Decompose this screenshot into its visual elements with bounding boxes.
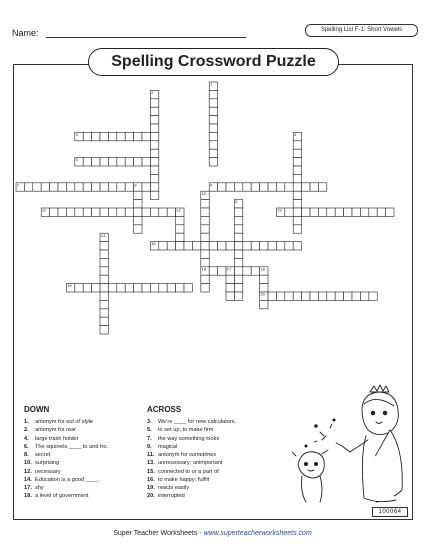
grid-cell[interactable]: [150, 158, 158, 166]
grid-cell[interactable]: [327, 292, 335, 300]
grid-cell[interactable]: [150, 183, 158, 191]
grid-cell[interactable]: [293, 216, 301, 224]
grid-number: 16: [201, 266, 207, 272]
grid-cell[interactable]: [176, 216, 184, 224]
grid-cell[interactable]: [318, 183, 326, 191]
grid-cell[interactable]: [201, 275, 209, 283]
grid-cell[interactable]: [176, 225, 184, 233]
grid-cell[interactable]: [360, 208, 368, 216]
grid-cell[interactable]: [260, 275, 268, 283]
grid-cell[interactable]: [108, 208, 116, 216]
grid-number: 10: [201, 190, 207, 196]
grid-cell[interactable]: [234, 242, 242, 250]
grid-number: 12: [176, 207, 181, 213]
grid-cell[interactable]: [201, 208, 209, 216]
across-clue: [147, 468, 236, 476]
grid-number: 4: [294, 132, 297, 137]
grid-cell[interactable]: [142, 132, 150, 140]
across-clue-list: [147, 418, 236, 501]
grid-cell[interactable]: [100, 300, 108, 308]
grid-number: 2: [151, 90, 154, 95]
grid-cell[interactable]: [293, 200, 301, 208]
grid-cell[interactable]: [234, 284, 242, 292]
grid-cell[interactable]: [234, 208, 242, 216]
grid-cell[interactable]: [369, 208, 377, 216]
grid-cell[interactable]: [150, 116, 158, 124]
grid-cell[interactable]: [108, 183, 116, 191]
grid-cell[interactable]: [209, 90, 217, 98]
grid-cell[interactable]: [75, 284, 83, 292]
grid-cell[interactable]: [293, 183, 301, 191]
down-clue: [24, 451, 108, 459]
grid-cell[interactable]: [100, 250, 108, 258]
grid-cell[interactable]: [100, 267, 108, 275]
clue-number: 14.: [24, 476, 32, 483]
grid-cell[interactable]: [176, 242, 184, 250]
grid-cell[interactable]: [150, 124, 158, 132]
grid-cell[interactable]: [234, 183, 242, 191]
page-title: Spelling Crossword Puzzle: [88, 48, 339, 76]
clue-number: 3.: [147, 419, 152, 425]
grid-cell[interactable]: [234, 267, 242, 275]
grid-cell[interactable]: [100, 258, 108, 266]
grid-cell[interactable]: [251, 183, 259, 191]
grid-cell[interactable]: [33, 183, 41, 191]
clue-number: 8.: [24, 452, 29, 458]
grid-cell[interactable]: [234, 258, 242, 266]
grid-cell[interactable]: [335, 292, 343, 300]
grid-cell[interactable]: [209, 107, 217, 115]
across-clue: [147, 426, 236, 434]
grid-cell[interactable]: [302, 183, 310, 191]
grid-cell[interactable]: [260, 300, 268, 308]
grid-cell[interactable]: [125, 158, 133, 166]
princess-illustration: [292, 384, 410, 506]
worksheet-code: 100064: [372, 507, 408, 517]
grid-number: 19: [67, 283, 72, 289]
grid-cell[interactable]: [100, 284, 108, 292]
grid-cell[interactable]: [92, 284, 100, 292]
clue-number: 7.: [147, 435, 152, 442]
grid-cell[interactable]: [201, 250, 209, 258]
grid-cell[interactable]: [209, 149, 217, 157]
clue-text: to make happy; fulfill: [158, 476, 209, 483]
grid-cell[interactable]: [201, 242, 209, 250]
clue-text: the way something looks: [158, 435, 220, 442]
grid-cell[interactable]: [108, 132, 116, 140]
grid-cell[interactable]: [251, 242, 259, 250]
grid-cell[interactable]: [75, 208, 83, 216]
grid-cell[interactable]: [318, 208, 326, 216]
grid-number: 15: [151, 241, 156, 247]
grid-cell[interactable]: [293, 225, 301, 233]
grid-cell[interactable]: [293, 208, 301, 216]
grid-cell[interactable]: [293, 174, 301, 182]
grid-cell[interactable]: [276, 242, 284, 250]
clue-text: to set up; to make firm: [158, 427, 214, 434]
grid-cell[interactable]: [285, 183, 293, 191]
clue-text: necessary: [35, 468, 61, 475]
across-clue: [147, 443, 236, 451]
grid-cell[interactable]: [117, 284, 125, 292]
grid-number: 17: [226, 266, 232, 272]
clue-number: 4.: [24, 435, 29, 442]
grid-cell[interactable]: [318, 292, 326, 300]
grid-cell[interactable]: [108, 158, 116, 166]
grid-cell[interactable]: [117, 132, 125, 140]
clue-text: secret: [35, 452, 51, 458]
grid-cell[interactable]: [352, 292, 360, 300]
down-clue: [24, 476, 108, 484]
grid-cell[interactable]: [92, 208, 100, 216]
grid-cell[interactable]: [344, 208, 352, 216]
grid-cell[interactable]: [218, 183, 226, 191]
grid-cell[interactable]: [360, 292, 368, 300]
grid-number: 13: [277, 207, 282, 213]
down-clue: [24, 459, 108, 467]
clue-text: shy: [35, 485, 44, 491]
grid-cell[interactable]: [226, 275, 234, 283]
grid-cell[interactable]: [100, 326, 108, 334]
grid-cell[interactable]: [327, 208, 335, 216]
grid-cell[interactable]: [226, 292, 234, 300]
grid-cell[interactable]: [58, 183, 66, 191]
grid-number: 9: [210, 182, 213, 188]
grid-cell[interactable]: [209, 116, 217, 124]
grid-number: 20: [260, 291, 265, 297]
grid-cell[interactable]: [201, 233, 209, 241]
spelling-list-badge: Spelling List F-1: Short Vowels: [305, 24, 418, 37]
grid-cell[interactable]: [293, 149, 301, 157]
clue-number: 1.: [24, 419, 29, 425]
clue-text: We're ____ for new calculators.: [158, 419, 237, 425]
grid-cell[interactable]: [134, 208, 142, 216]
grid-cell[interactable]: [310, 208, 318, 216]
clue-text: interrupted: [158, 493, 185, 500]
grid-cell[interactable]: [234, 233, 242, 241]
grid-cell[interactable]: [285, 242, 293, 250]
grid-cell[interactable]: [251, 267, 259, 275]
down-clue: [24, 435, 108, 443]
grid-cell[interactable]: [100, 275, 108, 283]
grid-number: 3: [75, 132, 78, 137]
grid-cell[interactable]: [100, 309, 108, 317]
grid-cell[interactable]: [209, 141, 217, 149]
grid-cell[interactable]: [218, 242, 226, 250]
grid-cell[interactable]: [134, 284, 142, 292]
down-clue: [24, 484, 108, 492]
grid-cell[interactable]: [226, 284, 234, 292]
across-clue: [147, 492, 236, 500]
footer-separator: -: [197, 530, 204, 537]
grid-cell[interactable]: [285, 208, 293, 216]
grid-cell[interactable]: [150, 208, 158, 216]
grid-cell[interactable]: [159, 284, 167, 292]
grid-cell[interactable]: [108, 284, 116, 292]
grid-cell[interactable]: [159, 208, 167, 216]
grid-cell[interactable]: [209, 242, 217, 250]
down-heading: DOWN: [24, 405, 50, 414]
grid-cell[interactable]: [83, 132, 91, 140]
clue-text: unnecessary; unimportant: [158, 460, 223, 467]
clue-text: large trash holder: [35, 435, 79, 442]
grid-cell[interactable]: [302, 292, 310, 300]
footer: [0, 530, 425, 537]
grid-cell[interactable]: [260, 183, 268, 191]
grid-cell[interactable]: [243, 267, 251, 275]
grid-cell[interactable]: [150, 284, 158, 292]
grid-cell[interactable]: [234, 250, 242, 258]
clue-number: 19.: [147, 485, 155, 491]
clue-number: 17.: [24, 485, 32, 491]
grid-number: 5: [75, 157, 78, 163]
down-clue: [24, 492, 108, 500]
grid-cell[interactable]: [377, 208, 385, 216]
grid-cell[interactable]: [276, 183, 284, 191]
grid-cell[interactable]: [209, 158, 217, 166]
grid-number: 11: [42, 207, 47, 213]
grid-cell[interactable]: [167, 284, 175, 292]
grid-cell[interactable]: [234, 292, 242, 300]
grid-cell[interactable]: [234, 275, 242, 283]
clue-number: 10.: [24, 460, 32, 467]
clue-number: 11.: [147, 452, 155, 458]
grid-cell[interactable]: [24, 183, 32, 191]
grid-cell[interactable]: [100, 208, 108, 216]
grid-cell[interactable]: [352, 208, 360, 216]
grid-cell[interactable]: [201, 200, 209, 208]
grid-cell[interactable]: [167, 242, 175, 250]
grid-cell[interactable]: [293, 242, 301, 250]
grid-cell[interactable]: [150, 141, 158, 149]
grid-cell[interactable]: [92, 183, 100, 191]
grid-cell[interactable]: [218, 267, 226, 275]
grid-cell[interactable]: [159, 242, 167, 250]
grid-cell[interactable]: [344, 292, 352, 300]
grid-cell[interactable]: [150, 174, 158, 182]
grid-cell[interactable]: [125, 132, 133, 140]
grid-cell[interactable]: [125, 284, 133, 292]
grid-cell[interactable]: [150, 107, 158, 115]
grid-cell[interactable]: [150, 99, 158, 107]
grid-cell[interactable]: [150, 149, 158, 157]
grid-cell[interactable]: [184, 284, 192, 292]
grid-cell[interactable]: [75, 183, 83, 191]
grid-cell[interactable]: [83, 284, 91, 292]
clue-number: 9.: [147, 443, 152, 450]
grid-cell[interactable]: [117, 158, 125, 166]
grid-number: 8: [134, 182, 137, 188]
grid-cell[interactable]: [83, 183, 91, 191]
grid-cell[interactable]: [125, 183, 133, 191]
down-clue: [24, 426, 108, 434]
down-clue: [24, 468, 108, 476]
grid-cell[interactable]: [125, 208, 133, 216]
grid-cell[interactable]: [83, 208, 91, 216]
across-heading: ACROSS: [147, 405, 182, 414]
grid-cell[interactable]: [184, 242, 192, 250]
grid-cell[interactable]: [209, 124, 217, 132]
grid-cell[interactable]: [293, 141, 301, 149]
grid-cell[interactable]: [100, 317, 108, 325]
grid-cell[interactable]: [302, 208, 310, 216]
grid-cell[interactable]: [134, 225, 142, 233]
grid-cell[interactable]: [293, 292, 301, 300]
grid-cell[interactable]: [100, 158, 108, 166]
grid-cell[interactable]: [209, 99, 217, 107]
grid-cell[interactable]: [142, 208, 150, 216]
grid-cell[interactable]: [209, 267, 217, 275]
clue-number: 20.: [147, 493, 155, 500]
grid-number: 6: [235, 199, 238, 205]
down-clue: [24, 418, 108, 426]
grid-cell[interactable]: [293, 191, 301, 199]
grid-cell[interactable]: [92, 158, 100, 166]
clue-text: surprising: [35, 460, 60, 467]
clue-text: The squirrels ____ to and fro.: [35, 443, 109, 450]
clue-number: 2.: [24, 427, 29, 434]
grid-cell[interactable]: [150, 166, 158, 174]
grid-cell[interactable]: [276, 292, 284, 300]
clue-number: 15.: [147, 468, 155, 475]
grid-cell[interactable]: [58, 208, 66, 216]
clue-text: antonym for: [35, 427, 67, 434]
grid-number: 7: [16, 182, 20, 188]
grid-cell[interactable]: [335, 208, 343, 216]
grid-cell[interactable]: [150, 132, 158, 140]
grid-cell[interactable]: [41, 183, 49, 191]
grid-cell[interactable]: [83, 158, 91, 166]
grid-cell[interactable]: [285, 292, 293, 300]
grid-cell[interactable]: [386, 208, 394, 216]
grid-cell[interactable]: [226, 183, 234, 191]
name-label: Name:: [12, 28, 39, 38]
clue-text: antonym for: [158, 452, 190, 458]
clue-text: antonym for: [35, 419, 67, 425]
clue-emphasis: real: [66, 427, 76, 434]
grid-cell[interactable]: [176, 284, 184, 292]
grid-cell[interactable]: [201, 216, 209, 224]
grid-cell[interactable]: [293, 158, 301, 166]
across-clue: [147, 459, 236, 467]
grid-cell[interactable]: [66, 208, 74, 216]
grid-cell[interactable]: [310, 183, 318, 191]
grid-cell[interactable]: [192, 242, 200, 250]
grid-number: 14: [100, 232, 106, 238]
down-clue-list: [24, 418, 108, 501]
grid-cell[interactable]: [243, 242, 251, 250]
grid-cell[interactable]: [293, 166, 301, 174]
across-clue: [147, 484, 236, 492]
grid-cell[interactable]: [150, 191, 158, 199]
grid-cell[interactable]: [100, 242, 108, 250]
grid-cell[interactable]: [268, 242, 276, 250]
across-clue: [147, 418, 236, 426]
grid-cell[interactable]: [310, 292, 318, 300]
grid-cell[interactable]: [369, 292, 377, 300]
grid-cell[interactable]: [142, 183, 150, 191]
grid-cell[interactable]: [92, 132, 100, 140]
grid-cell[interactable]: [50, 208, 58, 216]
grid-cell[interactable]: [201, 284, 209, 292]
clue-text: magical: [158, 443, 178, 450]
grid-cell[interactable]: [234, 216, 242, 224]
clue-number: 12.: [24, 468, 32, 475]
grid-cell[interactable]: [100, 132, 108, 140]
footer-url[interactable]: www.superteacherworksheets.com: [203, 530, 312, 537]
grid-cell[interactable]: [226, 242, 234, 250]
clue-text: a level of government: [35, 493, 89, 500]
clue-emphasis: sometimes: [189, 452, 217, 458]
grid-cell[interactable]: [243, 183, 251, 191]
grid-cell[interactable]: [167, 208, 175, 216]
clue-emphasis: out of style: [66, 419, 94, 425]
clue-number: 5.: [147, 427, 152, 434]
grid-number: 1: [210, 81, 213, 87]
clue-text: connected to or a part of: [158, 468, 219, 475]
across-clue: [147, 476, 236, 484]
grid-cell[interactable]: [66, 183, 74, 191]
grid-cell[interactable]: [234, 225, 242, 233]
grid-cell[interactable]: [134, 158, 142, 166]
grid-cell[interactable]: [134, 132, 142, 140]
grid-cell[interactable]: [100, 292, 108, 300]
grid-cell[interactable]: [268, 292, 276, 300]
grid-cell[interactable]: [201, 225, 209, 233]
grid-cell[interactable]: [134, 200, 142, 208]
grid-number: 18: [260, 266, 265, 272]
down-clue: [24, 443, 108, 451]
grid-cell[interactable]: [268, 183, 276, 191]
grid-cell[interactable]: [50, 183, 58, 191]
grid-cell[interactable]: [209, 132, 217, 140]
across-clue: [147, 451, 236, 459]
grid-cell[interactable]: [100, 183, 108, 191]
grid-cell[interactable]: [134, 191, 142, 199]
grid-cell[interactable]: [260, 242, 268, 250]
across-clue: [147, 435, 236, 443]
clue-number: 13.: [147, 460, 155, 467]
grid-cell[interactable]: [134, 216, 142, 224]
grid-cell[interactable]: [117, 208, 125, 216]
grid-cell[interactable]: [142, 158, 150, 166]
clue-number: 18.: [24, 493, 32, 500]
clue-number: 6.: [24, 443, 29, 450]
clue-text: Education is a good ____.: [35, 476, 100, 483]
clue-text: reacts easily: [158, 485, 190, 491]
clue-number: 16.: [147, 476, 155, 483]
grid-cell[interactable]: [117, 183, 125, 191]
grid-cell[interactable]: [176, 233, 184, 241]
footer-brand: Super Teacher Worksheets: [113, 530, 198, 537]
grid-cell[interactable]: [142, 284, 150, 292]
